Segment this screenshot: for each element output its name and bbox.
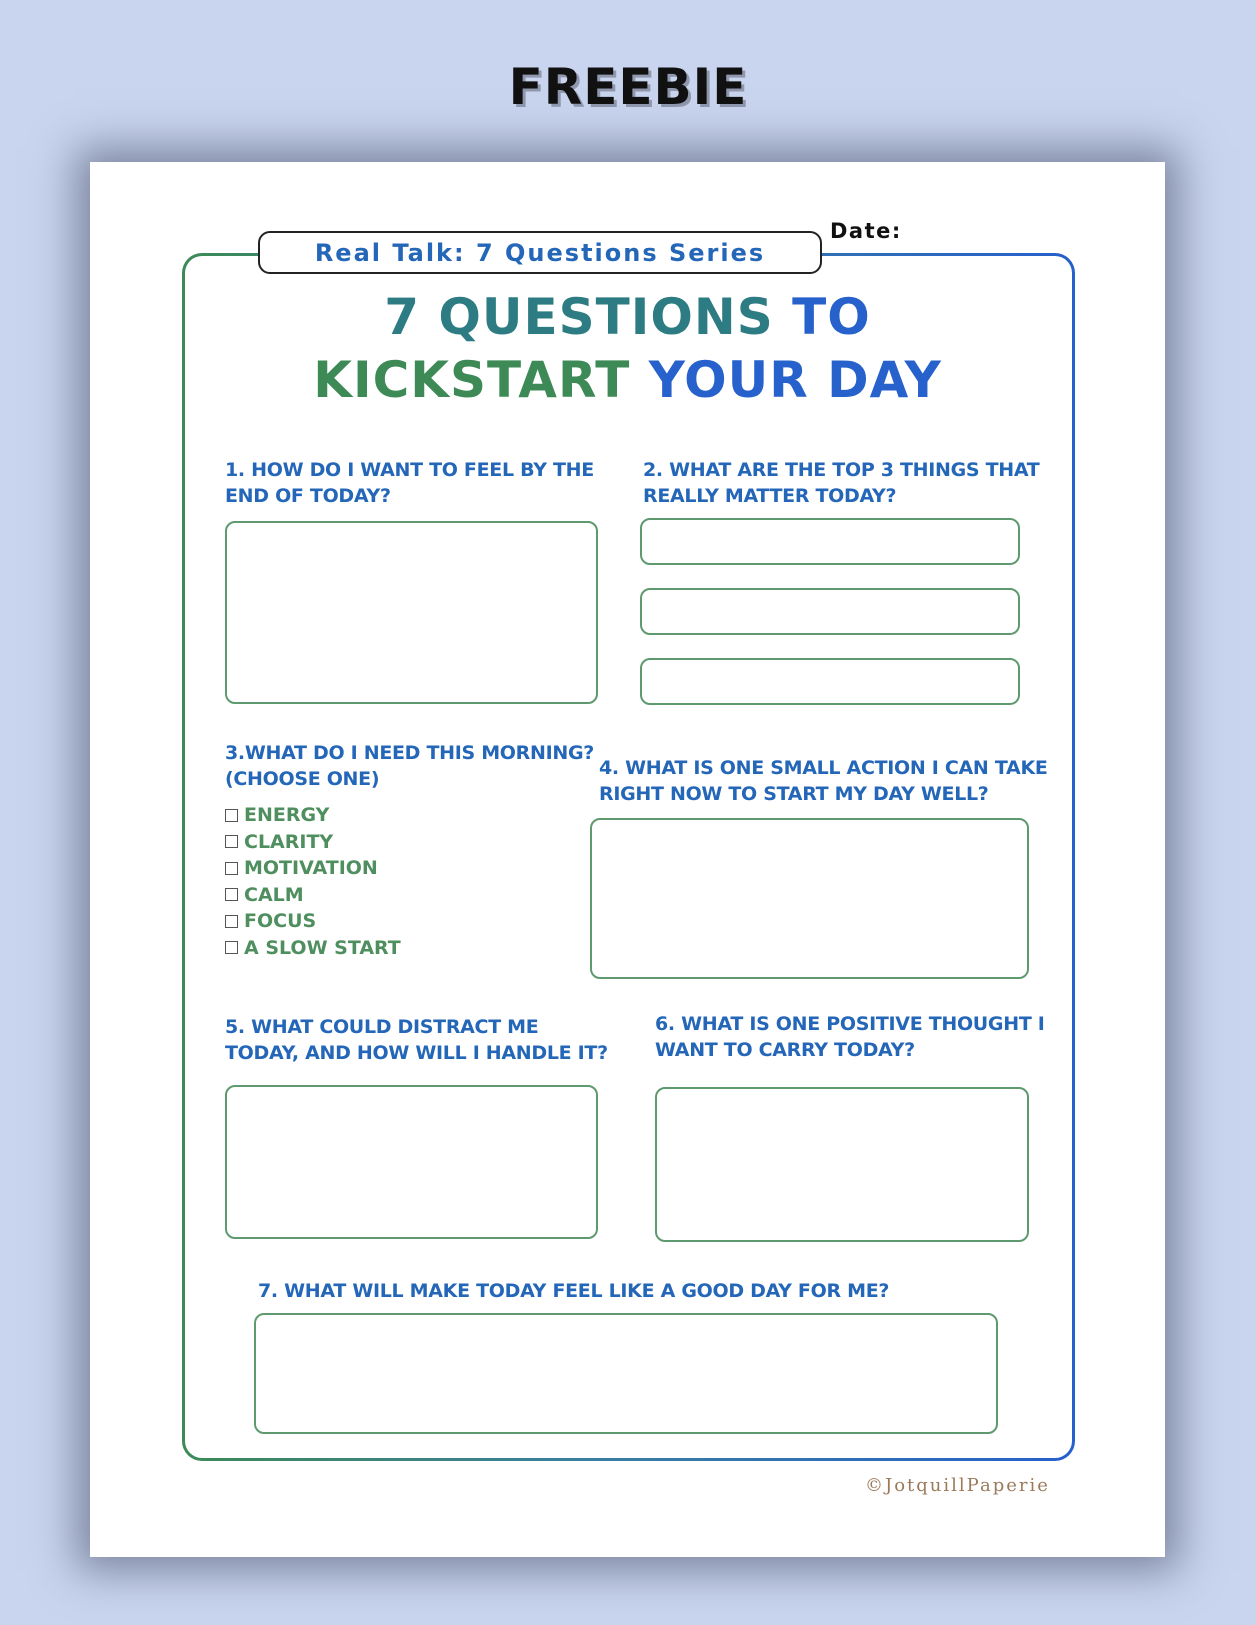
question-3-line-2: (CHOOSE ONE) — [225, 768, 380, 790]
question-7-line-1: 7. WHAT WILL MAKE TODAY FEEL LIKE A GOOD DAY FOR ME? — [258, 1280, 890, 1302]
option-energy[interactable] — [225, 802, 401, 829]
option-slow-start[interactable] — [225, 935, 401, 962]
checkbox-icon[interactable] — [225, 888, 238, 901]
question-1 — [225, 457, 594, 509]
answer-box-6[interactable] — [655, 1087, 1029, 1242]
question-6-line-1: 6. WHAT IS ONE POSITIVE THOUGHT I — [655, 1013, 1045, 1035]
answer-box-2b[interactable] — [640, 588, 1020, 635]
question-1-line-2: END OF TODAY? — [225, 485, 391, 507]
option-label: ENERGY — [244, 804, 330, 827]
title-line-2-a: KICKSTART — [313, 351, 631, 409]
option-label: CLARITY — [244, 830, 334, 853]
worksheet-page — [90, 162, 1165, 1557]
option-calm[interactable] — [225, 882, 401, 909]
question-2-line-1: 2. WHAT ARE THE TOP 3 THINGS THAT — [643, 459, 1040, 481]
question-2 — [643, 457, 1039, 509]
checkbox-icon[interactable] — [225, 915, 238, 928]
question-7 — [258, 1278, 889, 1304]
title-line-2 — [90, 348, 1165, 412]
answer-box-2c[interactable] — [640, 658, 1020, 705]
answer-box-5[interactable] — [225, 1085, 598, 1239]
option-focus[interactable] — [225, 908, 401, 935]
date-label: Date: — [830, 219, 902, 243]
checkbox-icon[interactable] — [225, 835, 238, 848]
question-1-line-1: 1. HOW DO I WANT TO FEEL BY THE — [225, 459, 594, 481]
option-label: CALM — [244, 883, 304, 906]
title-line-1 — [90, 285, 1165, 349]
question-4-line-1: 4. WHAT IS ONE SMALL ACTION I CAN TAKE — [599, 757, 1048, 779]
answer-box-7[interactable] — [254, 1313, 998, 1434]
question-4 — [599, 755, 1048, 807]
copyright-label: ©JotquillPaperie — [865, 1475, 1050, 1496]
title-line-1-b: TO — [773, 288, 871, 346]
question-2-line-2: REALLY MATTER TODAY? — [643, 485, 897, 507]
checkbox-icon[interactable] — [225, 862, 238, 875]
options-list — [225, 802, 401, 961]
question-5-line-1: 5. WHAT COULD DISTRACT ME — [225, 1016, 539, 1038]
option-motivation[interactable] — [225, 855, 401, 882]
option-label: MOTIVATION — [244, 857, 378, 880]
checkbox-icon[interactable] — [225, 941, 238, 954]
title-line-1-a: 7 QUESTIONS — [384, 288, 774, 346]
checkbox-icon[interactable] — [225, 809, 238, 822]
option-clarity[interactable] — [225, 829, 401, 856]
series-label: Real Talk: 7 Questions Series — [258, 231, 822, 274]
answer-box-2a[interactable] — [640, 518, 1020, 565]
question-3 — [225, 740, 594, 792]
answer-box-4[interactable] — [590, 818, 1029, 979]
option-label: FOCUS — [244, 910, 317, 933]
freebie-banner: FREEBIE — [508, 58, 748, 116]
question-3-line-1: 3.WHAT DO I NEED THIS MORNING? — [225, 742, 594, 764]
question-6-line-2: WANT TO CARRY TODAY? — [655, 1039, 915, 1061]
question-6 — [655, 1011, 1045, 1063]
question-5 — [225, 1014, 608, 1066]
answer-box-1[interactable] — [225, 521, 598, 704]
question-5-line-2: TODAY, AND HOW WILL I HANDLE IT? — [225, 1042, 608, 1064]
question-4-line-2: RIGHT NOW TO START MY DAY WELL? — [599, 783, 989, 805]
option-label: A SLOW START — [244, 936, 401, 959]
title-line-2-b: YOUR DAY — [630, 351, 942, 409]
